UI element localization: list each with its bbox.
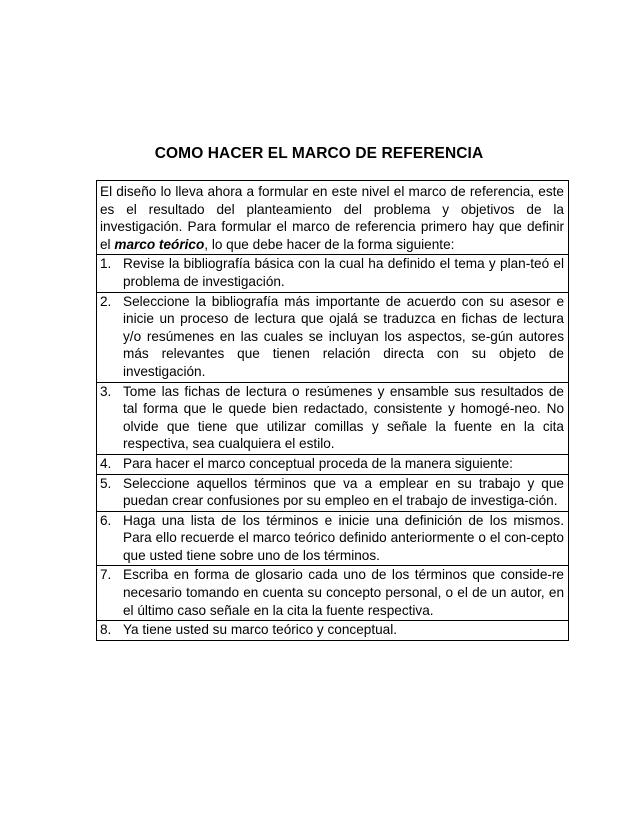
step-cell <box>97 454 569 474</box>
step-number: 5. <box>100 475 112 491</box>
step-cell <box>97 292 569 382</box>
table-row <box>97 474 569 511</box>
step-number: 1. <box>100 256 112 272</box>
step-number: 2. <box>100 293 112 309</box>
step-number: 7. <box>100 567 112 583</box>
step-cell <box>97 474 569 511</box>
step-item <box>100 566 564 619</box>
table-row <box>97 566 569 621</box>
table-row <box>97 255 569 292</box>
step-item <box>100 293 564 381</box>
step-text: Seleccione la bibliografía más importante de acuerdo con su asesor e inicie un proceso de lectura que ojalá se traduzca en fichas de lectura y/o resúmenes en las cuales se incluyan los aspectos, se-gún autores más relevantes que tienen relación directa con su objeto de investigación. <box>123 293 564 379</box>
step-text: Escriba en forma de glosario cada uno de los términos que conside-re necesario tomando en cuenta su concepto personal, o el de un autor, en el último caso señale en la cita la fuente respectiva. <box>123 567 564 618</box>
step-cell <box>97 382 569 454</box>
intro-text: El diseño lo lleva ahora a formular en este nivel el marco de referencia, este es el resultado del planteamiento del problema y objetivos de la investigación. Para formular el marco de referencia primero hay que definir el <box>100 184 564 252</box>
table-row <box>97 621 569 641</box>
step-cell <box>97 566 569 621</box>
table-row <box>97 511 569 566</box>
step-cell <box>97 255 569 292</box>
step-item <box>100 255 564 290</box>
table-row <box>97 454 569 474</box>
table-row <box>97 292 569 382</box>
table-row <box>97 382 569 454</box>
step-item <box>100 475 564 510</box>
procedure-table <box>96 180 569 641</box>
intro-text-end: , lo que debe hacer de la forma siguiente: <box>204 236 455 252</box>
table-row <box>97 181 569 255</box>
step-item <box>100 455 564 473</box>
step-number: 3. <box>100 383 112 399</box>
step-text: Seleccione aquellos términos que va a emplear en su trabajo y que puedan crear confusiones por su empleo en el trabajo de investiga-ción. <box>123 475 564 509</box>
step-text: Tome las fichas de lectura o resúmenes y ensamble sus resultados de tal forma que le quede bien redactado, consistente y homogé-neo. No olvide que tiene que utilizar comillas y señale la fuente en la cita respectiva, sea cualquiera el estilo. <box>123 383 564 452</box>
page-title: COMO HACER EL MARCO DE REFERENCIA <box>154 145 484 162</box>
step-text: Ya tiene usted su marco teórico y conceptual. <box>123 622 398 638</box>
step-number: 8. <box>100 622 112 638</box>
step-number: 4. <box>100 455 112 471</box>
step-number: 6. <box>100 512 112 528</box>
step-item <box>100 383 564 453</box>
step-cell <box>97 511 569 566</box>
step-text: Haga una lista de los términos e inicie una definición de los mismos. Para ello recuerde el marco teórico definido anteriormente o el con-cepto que usted tiene sobre uno de los términos. <box>123 512 564 563</box>
step-item <box>100 621 564 639</box>
step-text: Revise la bibliografía básica con la cual ha definido el tema y plan-teó el problema de investigación. <box>123 256 564 289</box>
step-item <box>100 512 564 565</box>
intro-paragraph <box>97 181 569 255</box>
step-text: Para hacer el marco conceptual proceda de la manera siguiente: <box>123 455 513 471</box>
step-cell <box>97 621 569 641</box>
intro-emphasis: marco teórico <box>114 236 205 252</box>
